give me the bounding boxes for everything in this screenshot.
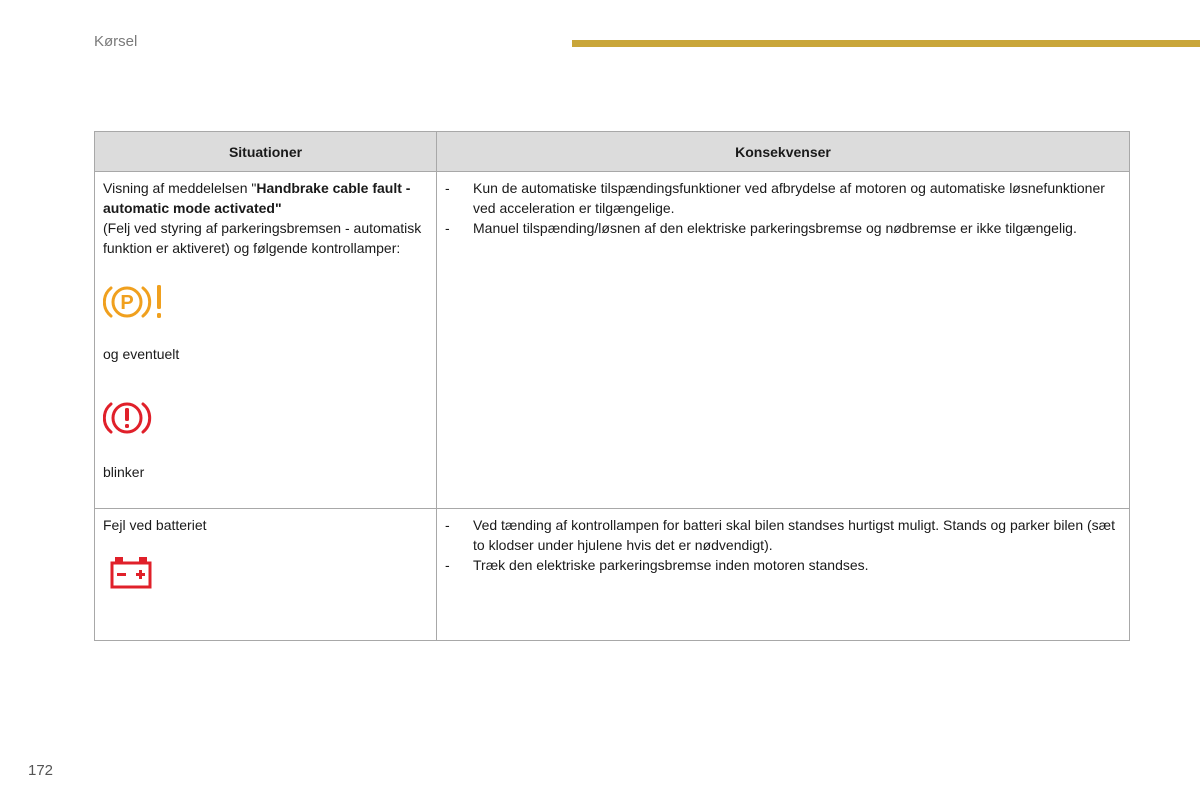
- parking-brake-warning-icon: [103, 280, 167, 324]
- situation-cell: [95, 509, 437, 641]
- list-item: - Ved tænding af kontrollampen for batteri skal bilen standses hurtigst muligt. Stands og parker bilen (sæt to klodser under hjulene hvis det er nødvendigt).: [445, 517, 1116, 553]
- column-header-situations: Situationer: [95, 132, 437, 172]
- consequences-cell: [437, 172, 1130, 509]
- situations-table: [94, 131, 1130, 641]
- consequence-text: Manuel tilspænding/løsnen af den elektriske parkeringsbremse og nødbremse er ikke tilgængelig.: [473, 220, 1077, 236]
- label-og-eventuelt: og eventuelt: [103, 346, 180, 362]
- table-row: [95, 509, 1130, 641]
- consequences-list: [445, 515, 1121, 575]
- table-row: [95, 172, 1130, 509]
- message-prefix: Visning af meddelelsen ": [103, 180, 257, 196]
- consequence-text: Ved tænding af kontrollampen for batteri skal bilen standses hurtigst muligt. Stands og parker bilen (sæt to klodser under hjulene hvis det er nødvendigt).: [473, 517, 1116, 553]
- message-name: Handbrake cable fault - automatic mode activated": [103, 180, 411, 216]
- list-item: - Kun de automatiske tilspændingsfunktioner ved afbrydelse af motoren og automatiske løsnefunktioner ved acceleration er tilgængelige.: [445, 180, 1105, 216]
- situation-cell: [95, 172, 437, 509]
- battery-icon: [103, 553, 159, 593]
- label-blinker: blinker: [103, 464, 145, 480]
- section-title: Kørsel: [94, 33, 138, 50]
- consequences-list: [445, 178, 1121, 238]
- consequence-text: Kun de automatiske tilspændingsfunktioner ved afbrydelse af motoren og automatiske løsnefunktioner ved acceleration er tilgængelige.: [473, 180, 1105, 216]
- header-accent-bar: [572, 40, 1200, 47]
- column-header-consequences: Konsekvenser: [437, 132, 1130, 172]
- table-header-row: [95, 132, 1130, 172]
- brake-alert-icon: [103, 396, 157, 440]
- list-item: - Manuel tilspænding/løsnen af den elektriske parkeringsbremse og nødbremse er ikke tilgængelig.: [445, 220, 1077, 236]
- situation-message: [103, 178, 428, 258]
- message-description: (Felj ved styring af parkeringsbremsen - automatisk funktion er aktiveret) og følgende kontrollamper:: [103, 220, 422, 256]
- situation-battery-fault: Fejl ved batteriet: [103, 517, 207, 533]
- svg-text:P: P: [120, 292, 134, 314]
- consequences-cell: [437, 509, 1130, 641]
- list-item: - Træk den elektriske parkeringsbremse inden motoren standses.: [445, 557, 869, 573]
- page-number: 172: [28, 762, 54, 779]
- consequence-text: Træk den elektriske parkeringsbremse inden motoren standses.: [473, 557, 869, 573]
